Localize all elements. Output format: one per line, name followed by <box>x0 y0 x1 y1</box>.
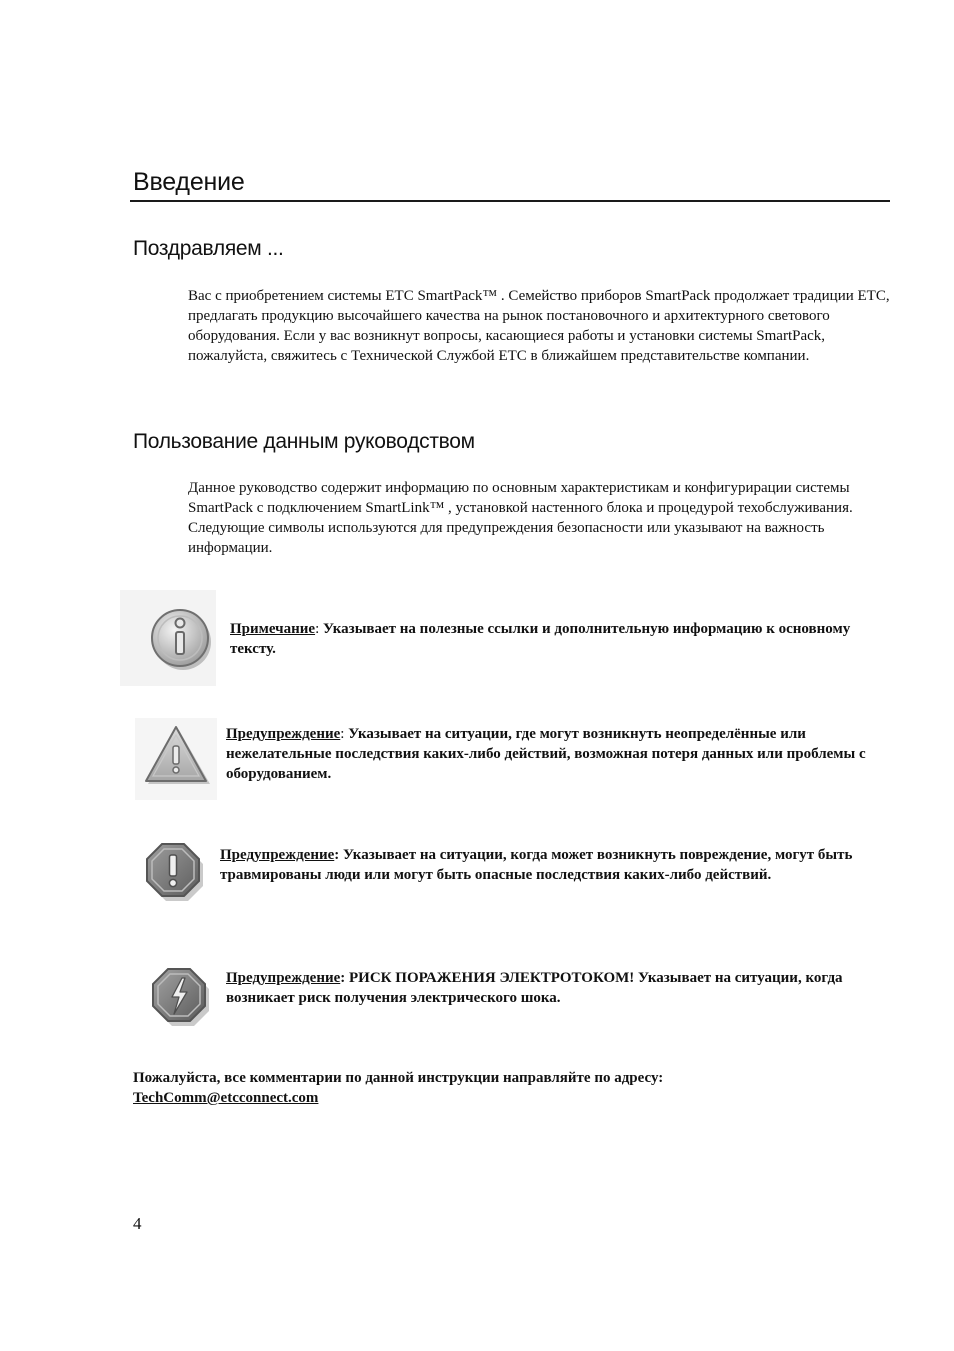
usage-paragraph-1: Данное руководство содержит информацию по основным характеристикам и конфигурирации системы SmartPack с подключением SmartLink™ , установкой настенного блока и процедурой техобслуживания. <box>188 480 853 516</box>
warning-octagon-icon <box>140 840 206 906</box>
shock-text: РИСК ПОРАЖЕНИЯ ЭЛЕКТРОТОКОМ! Указывает на ситуации, когда возникает риск получения электрического шока. <box>226 970 843 1006</box>
note-label: Примечание <box>230 621 316 637</box>
warning-text: Указывает на ситуации, когда может возникнуть повреждение, могут быть травмированы люди или могут быть опасные последствия каких-либо действий. <box>220 847 853 883</box>
comments-text: Пожалуйста, все комментарии по данной инструкции направляйте по адресу: <box>133 1070 664 1086</box>
caution-separator: : <box>340 726 345 742</box>
section-heading-congrats: Поздравляем ... <box>133 237 284 260</box>
caution-text: Указывает на ситуации, где могут возникнуть неопределённые или нежелательные последствия каких-либо действий, возможная потеря данных или проблемы с оборудованием. <box>226 726 866 782</box>
section-heading-usage: Пользование данным руководством <box>133 430 475 453</box>
title-divider <box>130 200 890 202</box>
comments-note <box>133 1068 663 1108</box>
note-notice <box>230 619 875 659</box>
shock-label: Предупреждение <box>226 970 341 986</box>
caution-notice <box>226 724 881 784</box>
usage-paragraph-2: Следующие символы используются для предупреждения безопасности или указывают на важность информации. <box>188 520 825 556</box>
warning-label: Предупреждение <box>220 847 335 863</box>
page-number: 4 <box>133 1214 142 1233</box>
note-text: Указывает на полезные ссылки и дополнительную информацию к основному тексту. <box>230 621 851 657</box>
shock-notice <box>226 968 866 1008</box>
warning-separator: : <box>334 847 340 863</box>
note-separator: : <box>315 621 320 637</box>
caution-triangle-icon <box>135 718 217 800</box>
caution-label: Предупреждение <box>226 726 341 742</box>
warning-notice <box>220 845 885 885</box>
intro-paragraph <box>188 286 893 366</box>
page-title: Введение <box>133 168 245 196</box>
electric-shock-icon <box>146 965 214 1033</box>
intro-paragraph-text: Вас с приобретением системы ETC SmartPack™ . Семейство приборов SmartPack продолжает традиции ETC, предлагать продукцию высочайшего качества на рынок постановочного и архитектурного светового оборудования. Если у вас возникнут вопросы, касающиеся работы и установки системы SmartPack, пожалуйста, свяжитесь с Технической Службой ETC в ближайшем представительстве компании. <box>188 288 890 364</box>
contact-email-link[interactable]: TechComm@etcconnect.com <box>133 1090 319 1106</box>
shock-separator: : <box>340 970 346 986</box>
info-icon <box>120 590 216 686</box>
usage-paragraphs <box>188 478 893 558</box>
